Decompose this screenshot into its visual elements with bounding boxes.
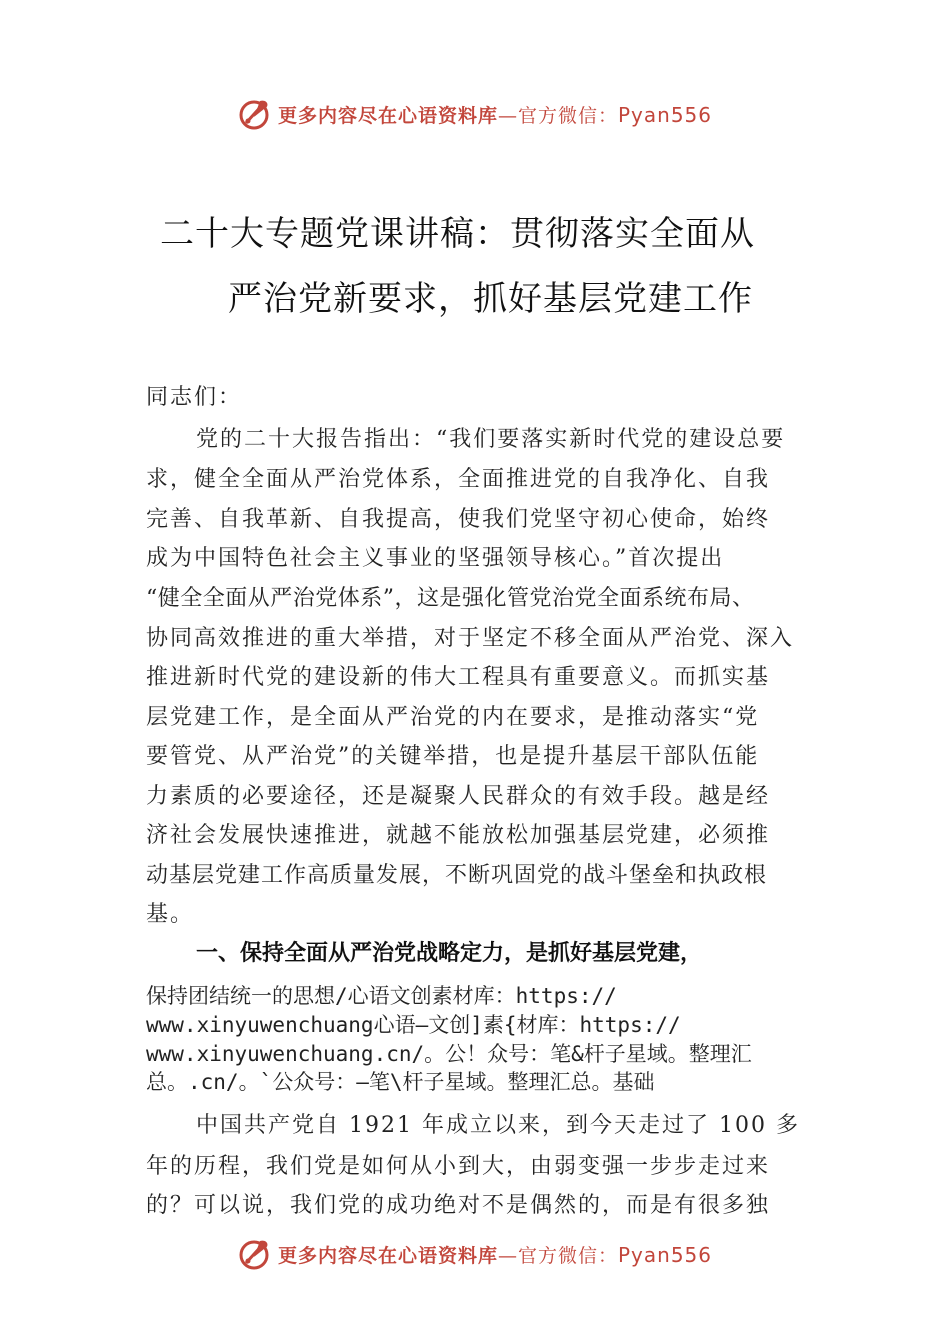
page-title-line-1: 二十大专题党课讲稿：贯彻落实全面从 [160,214,755,254]
header-banner [0,92,950,136]
paragraph-line: 的？可以说，我们党的成功绝对不是偶然的，而是有很多独 [146,1193,771,1218]
heading-continuation-line: 总。.cn/。`公众号：—笔\杆子星域。整理汇总。基础 [146,1070,655,1094]
heading-continuation-line: www.xinyuwenchuang.cn/。公！众号：笔&杆子星域。整理汇 [146,1042,752,1066]
paragraph-line: 推进新时代党的建设新的伟大工程具有重要意义。而抓实基 [146,665,771,690]
heading-continuation-line: 保持团结统一的思想/心语文创素材库：https:// [146,984,617,1008]
page-title-line-2: 严治党新要求，抓好基层党建工作 [228,279,753,319]
wechat-id: Pyan556 [618,1242,713,1267]
quill-logo-icon [238,97,272,131]
paragraph-line: 动基层党建工作高质量发展，不断巩固党的战斗堡垒和执政根 [146,863,768,888]
paragraph-line: 力素质的必要途径，还是凝聚人民群众的有效手段。越是经 [146,784,771,809]
paragraph-line: 完善、自我革新、自我提高，使我们党坚守初心使命，始终 [146,507,771,532]
paragraph-line: 成为中国特色社会主义事业的坚强领导核心。”首次提出 [146,546,725,571]
paragraph-line: 济社会发展快速推进，就越不能放松加强基层党建，必须推 [146,823,771,848]
quill-logo-icon [238,1237,272,1271]
paragraph-line: 党的二十大报告指出：“我们要落实新时代党的建设总要 [196,427,786,452]
paragraph-line: 层党建工作，是全面从严治党的内在要求，是推动落实“党 [146,705,760,730]
paragraph-line: 求，健全全面从严治党体系，全面推进党的自我净化、自我 [146,467,771,492]
heading-continuation-line: www.xinyuwenchuang心语—文创]素{材库：https:// [146,1013,681,1037]
section-heading: 一、保持全面从严治党战略定力，是抓好基层党建， [196,941,703,966]
paragraph-line: “健全全面从严治党体系”，这是强化管党治党全面系统布局、 [146,586,755,611]
wechat-id: Pyan556 [618,102,713,127]
paragraph-line: 年的历程，我们党是如何从小到大，由弱变强一步步走过来 [146,1154,771,1179]
paragraph-line: 基。 [146,902,195,927]
paragraph-line: 中国共产党自 1921 年成立以来，到今天走过了 100 多 [196,1113,800,1138]
banner-text: 更多内容尽在心语资料库—官方微信：Pyan556 [277,1242,713,1267]
paragraph-line: 协同高效推进的重大举措，对于坚定不移全面从严治党、深入 [146,626,795,651]
banner-text: 更多内容尽在心语资料库—官方微信：Pyan556 [277,102,713,127]
salutation: 同志们： [146,385,243,410]
paragraph-line: 要管党、从严治党”的关键举措，也是提升基层干部队伍能 [146,744,760,769]
footer-banner [0,1232,950,1276]
